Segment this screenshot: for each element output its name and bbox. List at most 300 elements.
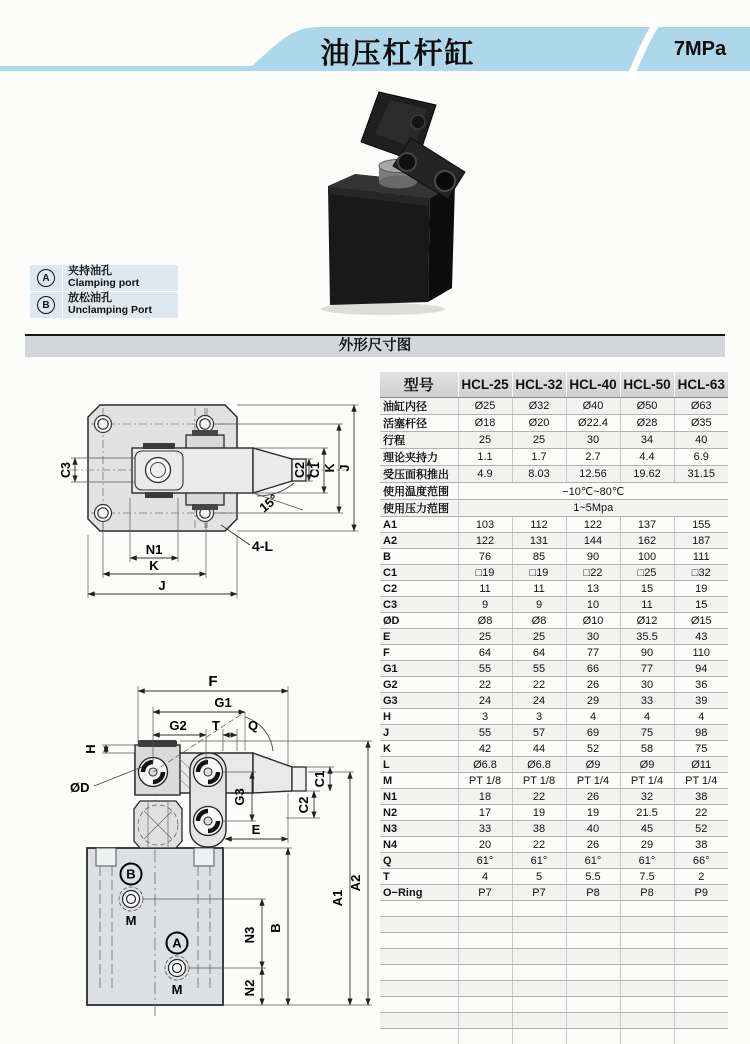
table-cell: □22 — [566, 565, 620, 581]
table-cell: □19 — [458, 565, 512, 581]
table-cell: PT 1/4 — [620, 773, 674, 789]
spec-table-body — [380, 398, 728, 1044]
table-row — [380, 853, 728, 869]
table-cell: 31.15 — [674, 466, 728, 483]
legend-row-b — [30, 292, 178, 318]
table-row — [380, 483, 728, 500]
table-row — [380, 549, 728, 565]
table-cell: A1 — [380, 517, 458, 533]
spec-table — [380, 372, 728, 1044]
table-cell: P8 — [566, 885, 620, 901]
table-row — [380, 805, 728, 821]
table-cell: 9 — [458, 597, 512, 613]
table-cell: 使用压力范围 — [380, 500, 458, 517]
table-cell: 110 — [674, 645, 728, 661]
table-cell: 55 — [458, 725, 512, 741]
table-cell: 111 — [674, 549, 728, 565]
table-cell: 6.9 — [674, 449, 728, 466]
table-cell: 11 — [458, 581, 512, 597]
table-cell: 90 — [566, 549, 620, 565]
table-cell: 122 — [458, 533, 512, 549]
table-empty-row — [380, 981, 728, 997]
table-cell: 55 — [458, 661, 512, 677]
table-cell: C3 — [380, 597, 458, 613]
table-cell: Ø6.8 — [458, 757, 512, 773]
pivot-bolt-1 — [435, 171, 455, 191]
table-cell: 13 — [566, 581, 620, 597]
table-cell: Ø10 — [566, 613, 620, 629]
legend-a-cn: 夹持油孔 — [68, 265, 112, 278]
table-cell — [566, 949, 620, 965]
table-cell: Ø35 — [674, 415, 728, 432]
table-cell — [620, 965, 674, 981]
table-row — [380, 449, 728, 466]
table-column-header: HCL-32 — [512, 372, 566, 398]
table-cell — [566, 1013, 620, 1029]
table-row — [380, 693, 728, 709]
table-cell: 5 — [512, 869, 566, 885]
dim-b: B — [268, 923, 283, 933]
table-row — [380, 432, 728, 449]
table-cell: 22 — [674, 805, 728, 821]
table-row — [380, 466, 728, 483]
table-empty-row — [380, 965, 728, 981]
table-cell — [458, 917, 512, 933]
table-cell: 32 — [620, 789, 674, 805]
table-cell: 25 — [458, 432, 512, 449]
table-cell: □19 — [512, 565, 566, 581]
table-cell: 69 — [566, 725, 620, 741]
dim-c1: C1 — [308, 462, 322, 478]
table-cell: 油缸内径 — [380, 398, 458, 415]
table-cell — [674, 1029, 728, 1044]
table-cell — [458, 965, 512, 981]
table-cell: 29 — [620, 837, 674, 853]
table-cell — [674, 1013, 728, 1029]
table-cell: 20 — [458, 837, 512, 853]
table-cell — [512, 997, 566, 1013]
table-cell: 33 — [620, 693, 674, 709]
arm-taper — [253, 753, 292, 793]
table-cell: 85 — [512, 549, 566, 565]
table-cell: Ø28 — [620, 415, 674, 432]
table-cell — [674, 949, 728, 965]
table-cell — [458, 901, 512, 917]
dim-t: T — [212, 718, 220, 733]
table-cell: 22 — [512, 789, 566, 805]
table-cell: Ø40 — [566, 398, 620, 415]
table-cell: 187 — [674, 533, 728, 549]
table-cell — [674, 965, 728, 981]
table-row — [380, 789, 728, 805]
spec-table-head — [380, 372, 728, 398]
table-row — [380, 677, 728, 693]
dim-k-vertical: K — [323, 463, 337, 473]
dim-f: F — [208, 673, 218, 690]
table-cell: 40 — [674, 432, 728, 449]
legend-b-cn: 放松油孔 — [68, 292, 112, 305]
table-cell: 98 — [674, 725, 728, 741]
table-cell: 4 — [566, 709, 620, 725]
port-a-icon: A — [37, 269, 55, 287]
table-cell: 25 — [512, 432, 566, 449]
table-cell — [380, 901, 458, 917]
table-column-header: 型号 — [380, 372, 458, 398]
photo-shadow — [321, 303, 445, 315]
dim-n3: N3 — [242, 926, 257, 944]
pivot-bolt-3 — [411, 115, 425, 129]
table-cell — [674, 933, 728, 949]
table-cell: 52 — [566, 741, 620, 757]
legend-row-a — [30, 265, 178, 292]
table-cell — [620, 933, 674, 949]
table-row — [380, 837, 728, 853]
table-empty-row — [380, 1013, 728, 1029]
table-cell: 理论夹持力 — [380, 449, 458, 466]
dim-od: ØD — [70, 780, 90, 795]
table-row — [380, 741, 728, 757]
table-empty-row — [380, 1029, 728, 1044]
mount-tab-top — [192, 430, 218, 436]
table-column-header: HCL-63 — [674, 372, 728, 398]
table-cell — [620, 949, 674, 965]
dim-n2: N2 — [242, 979, 257, 997]
table-cell: 34 — [620, 432, 674, 449]
table-cell: 25 — [458, 629, 512, 645]
dim-g1: G1 — [214, 695, 232, 710]
table-column-header: HCL-50 — [620, 372, 674, 398]
table-cell: □25 — [620, 565, 674, 581]
table-cell — [674, 981, 728, 997]
table-cell: 22 — [512, 677, 566, 693]
table-cell: 活塞杆径 — [380, 415, 458, 432]
table-cell: 38 — [674, 837, 728, 853]
table-cell: 39 — [674, 693, 728, 709]
table-column-header: HCL-25 — [458, 372, 512, 398]
table-cell: Q — [380, 853, 458, 869]
table-cell: 使用温度范围 — [380, 483, 458, 500]
table-cell: 21.5 — [620, 805, 674, 821]
table-cell: E — [380, 629, 458, 645]
dim-a1: A1 — [330, 889, 345, 907]
table-cell — [620, 901, 674, 917]
table-cell: 38 — [674, 789, 728, 805]
table-cell: 11 — [620, 597, 674, 613]
table-row — [380, 398, 728, 415]
table-cell: 11 — [512, 581, 566, 597]
table-cell: Ø9 — [566, 757, 620, 773]
dim-j-vertical: J — [338, 464, 352, 472]
table-cell: Ø50 — [620, 398, 674, 415]
table-cell: PT 1/8 — [458, 773, 512, 789]
table-cell — [566, 917, 620, 933]
table-cell: −10℃~80℃ — [458, 483, 728, 500]
table-cell: C1 — [380, 565, 458, 581]
table-cell: 22 — [512, 837, 566, 853]
pressure-rating: 7MPa — [673, 38, 727, 60]
table-cell — [620, 1013, 674, 1029]
port-b-thread: M — [125, 913, 137, 928]
table-cell: 19 — [566, 805, 620, 821]
dim-e: E — [251, 822, 261, 837]
legend-b-cell — [30, 292, 63, 318]
table-cell: 40 — [566, 821, 620, 837]
table-row — [380, 613, 728, 629]
table-cell: P8 — [620, 885, 674, 901]
table-cell: Ø9 — [620, 757, 674, 773]
table-row — [380, 725, 728, 741]
front-view-drawing — [40, 655, 385, 1037]
table-cell — [512, 949, 566, 965]
table-cell: 35.5 — [620, 629, 674, 645]
table-cell: G2 — [380, 677, 458, 693]
table-cell: 受压面积推出 — [380, 466, 458, 483]
table-cell: 36 — [674, 677, 728, 693]
table-row — [380, 661, 728, 677]
table-row — [380, 885, 728, 901]
table-cell: 64 — [512, 645, 566, 661]
table-cell: T — [380, 869, 458, 885]
table-cell — [566, 901, 620, 917]
table-cell: 76 — [458, 549, 512, 565]
table-row — [380, 869, 728, 885]
table-cell: 4 — [674, 709, 728, 725]
table-cell — [458, 1029, 512, 1044]
table-cell: Ø8 — [458, 613, 512, 629]
dim-g3: G3 — [232, 788, 247, 806]
table-cell: 4.9 — [458, 466, 512, 483]
clevis-cap-top — [143, 443, 175, 449]
table-cell: 30 — [566, 629, 620, 645]
table-cell: 15 — [674, 597, 728, 613]
table-cell: 94 — [674, 661, 728, 677]
page-title: 油压杠杆缸 — [320, 38, 476, 70]
table-cell: Ø12 — [620, 613, 674, 629]
table-cell: 10 — [566, 597, 620, 613]
dim-c3: C3 — [59, 462, 73, 478]
table-cell: 25 — [512, 629, 566, 645]
table-cell — [620, 981, 674, 997]
dim-g2: G2 — [169, 718, 187, 733]
dim-4l: 4-L — [252, 538, 273, 554]
table-cell: 4 — [620, 709, 674, 725]
table-cell: 26 — [566, 677, 620, 693]
table-cell — [512, 965, 566, 981]
table-cell — [674, 917, 728, 933]
table-cell — [380, 965, 458, 981]
table-cell: F — [380, 645, 458, 661]
table-cell: 75 — [620, 725, 674, 741]
section-title: 外形尺寸图 — [25, 334, 725, 357]
table-empty-row — [380, 997, 728, 1013]
table-empty-row — [380, 901, 728, 917]
head-cap — [138, 740, 177, 747]
dim-k: K — [149, 558, 159, 573]
table-cell — [380, 949, 458, 965]
table-cell: M — [380, 773, 458, 789]
table-cell: 4 — [458, 869, 512, 885]
table-cell: 29 — [566, 693, 620, 709]
mount-tab-bottom — [192, 504, 218, 510]
table-cell — [512, 901, 566, 917]
table-row — [380, 517, 728, 533]
legend-b-en: Unclamping Port — [68, 304, 153, 317]
table-cell — [458, 949, 512, 965]
table-cell — [458, 933, 512, 949]
table-cell — [620, 997, 674, 1013]
table-cell — [380, 981, 458, 997]
table-cell: 22 — [458, 677, 512, 693]
table-cell — [512, 1029, 566, 1044]
table-cell: G3 — [380, 693, 458, 709]
port-a-letter: A — [172, 935, 182, 951]
table-cell: 2 — [674, 869, 728, 885]
table-cell — [620, 917, 674, 933]
table-cell: 77 — [620, 661, 674, 677]
table-cell: 1.7 — [512, 449, 566, 466]
table-cell: O−Ring — [380, 885, 458, 901]
table-cell: 57 — [512, 725, 566, 741]
table-row — [380, 597, 728, 613]
table-row — [380, 757, 728, 773]
rod-nut — [134, 801, 182, 848]
table-row — [380, 415, 728, 432]
table-cell: Ø8 — [512, 613, 566, 629]
table-cell — [512, 917, 566, 933]
legend-a-text — [63, 265, 139, 291]
port-b-icon: B — [37, 296, 55, 314]
legend-a-en: Clamping port — [68, 277, 140, 290]
table-cell — [566, 933, 620, 949]
table-cell: 155 — [674, 517, 728, 533]
table-cell — [380, 1013, 458, 1029]
table-cell: 144 — [566, 533, 620, 549]
table-cell: □32 — [674, 565, 728, 581]
table-cell: Ø6.8 — [512, 757, 566, 773]
table-cell — [458, 981, 512, 997]
table-cell: 61° — [512, 853, 566, 869]
table-cell: N3 — [380, 821, 458, 837]
table-cell: C2 — [380, 581, 458, 597]
pivot-bolt-2 — [398, 153, 416, 171]
table-cell: 64 — [458, 645, 512, 661]
table-cell: 103 — [458, 517, 512, 533]
table-cell: 112 — [512, 517, 566, 533]
table-cell: 131 — [512, 533, 566, 549]
table-row — [380, 533, 728, 549]
table-cell: 19.62 — [620, 466, 674, 483]
dim-angle: 15° — [256, 491, 281, 516]
table-row — [380, 629, 728, 645]
table-cell: ØD — [380, 613, 458, 629]
table-cell: 38 — [512, 821, 566, 837]
table-cell: 43 — [674, 629, 728, 645]
table-cell: 90 — [620, 645, 674, 661]
table-row — [380, 565, 728, 581]
table-cell: Ø18 — [458, 415, 512, 432]
table-cell — [566, 997, 620, 1013]
table-cell: G1 — [380, 661, 458, 677]
port-a-thread: M — [171, 982, 183, 997]
table-cell: 24 — [512, 693, 566, 709]
arm-taper — [253, 448, 292, 493]
table-cell: 58 — [620, 741, 674, 757]
table-cell — [380, 1029, 458, 1044]
table-cell: 44 — [512, 741, 566, 757]
table-cell: 3 — [512, 709, 566, 725]
table-cell: 8.03 — [512, 466, 566, 483]
dim-a2: A2 — [348, 874, 363, 892]
table-cell: 137 — [620, 517, 674, 533]
table-cell: 7.5 — [620, 869, 674, 885]
table-cell: Ø25 — [458, 398, 512, 415]
table-cell — [566, 981, 620, 997]
table-cell: N2 — [380, 805, 458, 821]
table-cell: 122 — [566, 517, 620, 533]
table-cell: 100 — [620, 549, 674, 565]
table-cell: 55 — [512, 661, 566, 677]
table-cell: Ø15 — [674, 613, 728, 629]
body-side-face — [428, 184, 455, 302]
table-cell: 61° — [458, 853, 512, 869]
table-cell: 61° — [566, 853, 620, 869]
dim-c2: C2 — [293, 462, 307, 478]
table-cell: 42 — [458, 741, 512, 757]
table-cell — [512, 981, 566, 997]
table-cell — [458, 1013, 512, 1029]
counterbore-right — [194, 848, 214, 866]
table-cell: 24 — [458, 693, 512, 709]
legend-b-text — [63, 292, 152, 318]
table-row — [380, 500, 728, 517]
table-cell: Ø20 — [512, 415, 566, 432]
legend-a-cell — [30, 265, 63, 291]
table-cell: 3 — [458, 709, 512, 725]
table-row — [380, 709, 728, 725]
table-cell: PT 1/8 — [512, 773, 566, 789]
table-cell: Ø11 — [674, 757, 728, 773]
table-cell: 4.4 — [620, 449, 674, 466]
table-cell: 26 — [566, 837, 620, 853]
dim-q: Q — [247, 718, 259, 733]
table-cell — [380, 917, 458, 933]
table-cell — [512, 933, 566, 949]
table-cell: P7 — [458, 885, 512, 901]
table-cell — [512, 1013, 566, 1029]
top-view-drawing — [45, 388, 380, 643]
table-cell: Ø32 — [512, 398, 566, 415]
table-cell — [566, 965, 620, 981]
table-cell — [674, 901, 728, 917]
table-cell: L — [380, 757, 458, 773]
table-empty-row — [380, 949, 728, 965]
dim-h: H — [83, 744, 98, 754]
table-cell: 18 — [458, 789, 512, 805]
table-cell — [380, 997, 458, 1013]
dim-c2: C2 — [296, 796, 311, 814]
table-cell: Ø22.4 — [566, 415, 620, 432]
table-cell: 52 — [674, 821, 728, 837]
table-cell — [566, 1029, 620, 1044]
table-cell: N1 — [380, 789, 458, 805]
dim-j: J — [158, 578, 166, 593]
table-cell: A2 — [380, 533, 458, 549]
table-cell: 15 — [620, 581, 674, 597]
table-cell: 77 — [566, 645, 620, 661]
table-cell: PT 1/4 — [674, 773, 728, 789]
table-cell: 12.56 — [566, 466, 620, 483]
table-row — [380, 821, 728, 837]
